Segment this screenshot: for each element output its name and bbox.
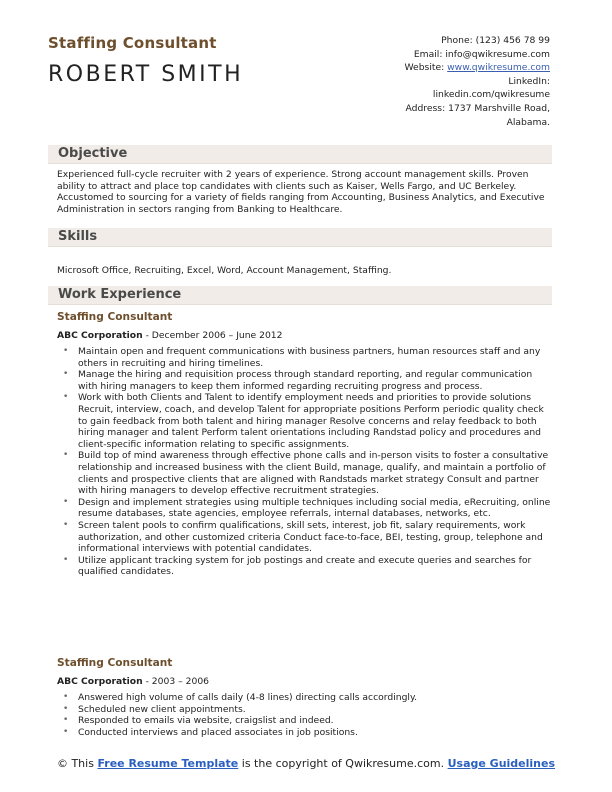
list-item: • Scheduled new client appointments. <box>57 704 552 716</box>
usage-guidelines-link[interactable]: Usage Guidelines <box>447 757 556 770</box>
contact-address-line1: Address: 1737 Marshville Road, <box>405 102 550 114</box>
header-job-title: Staffing Consultant <box>48 34 217 52</box>
job1-company: ABC Corporation <box>57 330 143 341</box>
contact-address-line2: Alabama. <box>506 116 550 128</box>
list-item: • Answered high volume of calls daily (4-8 lines) directing calls accordingly. <box>57 692 552 704</box>
list-item: • Manage the hiring and requisition process through standard reporting, and regular communication with hiring managers to keep them informed regarding recruiting progress and process. <box>57 369 552 392</box>
skills-heading-text: Skills <box>58 229 98 244</box>
list-item: • Design and implement strategies using multiple techniques including social media, eRecruiting, online resume databases, state agencies, employee referrals, internal databases, networks, etc. <box>57 497 552 520</box>
footer-middle: is the copyright of Qwikresume.com. <box>238 757 448 770</box>
list-item: • Build top of mind awareness through effective phone calls and in-person visits to foster a consultative relationship and increased business with the client Build, manage, qualify, and maintain a portfolio of clients and prospective clients that are aligned with Randstads market strategy Consult and partner with hiring managers to develop effective recruitment strategies. <box>57 450 552 496</box>
footer-prefix: © This <box>56 757 98 770</box>
website-link[interactable]: www.qwikresume.com <box>447 62 550 74</box>
objective-heading-text: Objective <box>58 146 128 161</box>
job1-title: Staffing Consultant <box>57 311 173 323</box>
section-objective-heading <box>48 145 552 164</box>
work-experience-heading-text: Work Experience <box>58 287 182 302</box>
objective-text: Experienced full-cycle recruiter with 2 years of experience. Strong account management skills. Proven ability to attract and place top candidates with clients such as Kaiser, Wells Fargo, and UC Berkeley. Accustomed to sourcing for a variety of fields ranging from Accounting, Business Analytics, and Executive Administration in sectors ranging from Banking to Healthcare. <box>57 169 545 215</box>
contact-phone: Phone: (123) 456 78 99 <box>441 35 550 46</box>
list-item: • Conducted interviews and placed associates in job positions. <box>57 727 552 739</box>
list-item: • Screen talent pools to confirm qualifications, skill sets, interest, job fit, salary requirements, work authorization, and other customized criteria Conduct face-to-face, BEI, testing, group, telephone and informational interviews with potential candidates. <box>57 520 552 555</box>
list-item: • Maintain open and frequent communications with business partners, human resources staff and any others in recruiting and hiring timelines. <box>57 346 552 369</box>
job2-company-dates <box>57 676 209 687</box>
skills-text: Microsoft Office, Recruiting, Excel, Word, Account Management, Staffing. <box>57 265 392 276</box>
free-resume-template-link[interactable]: Free Resume Template <box>97 757 239 770</box>
job1-bullet-list <box>57 346 552 578</box>
job1-company-dates <box>57 330 283 341</box>
job2-title: Staffing Consultant <box>57 657 173 669</box>
contact-linkedin-label: LinkedIn: <box>508 75 550 87</box>
section-work-experience-heading <box>48 286 552 305</box>
website-label: Website: <box>404 62 445 74</box>
candidate-name: ROBERT SMITH <box>48 62 244 87</box>
contact-block <box>310 34 550 129</box>
section-skills-heading <box>48 228 552 247</box>
contact-website <box>310 61 550 75</box>
contact-linkedin-value: linkedin.com/qwikresume <box>432 89 550 101</box>
list-item: • Responded to emails via website, craigslist and indeed. <box>57 715 552 727</box>
job2-company: ABC Corporation <box>57 676 143 687</box>
list-item: • Work with both Clients and Talent to identify employment needs and priorities to provide solutions Recruit, interview, coach, and develop Talent for appropriate positions Perform periodic quality check to gain feedback from both talent and hiring manager Resolve concerns and relay feedback to both hiring manager and talent Perform talent orientations including Randstad policy and procedures and client-specific information relating to specific assignments. <box>57 392 552 450</box>
job2-dates: - 2003 – 2006 <box>142 676 210 687</box>
footer-copyright <box>48 757 564 771</box>
list-item: • Utilize applicant tracking system for job postings and create and execute queries and searches for qualified candidates. <box>57 555 552 578</box>
job1-dates: - December 2006 – June 2012 <box>142 330 283 341</box>
job2-bullet-list <box>57 692 552 738</box>
contact-email: Email: info@qwikresume.com <box>413 48 550 60</box>
